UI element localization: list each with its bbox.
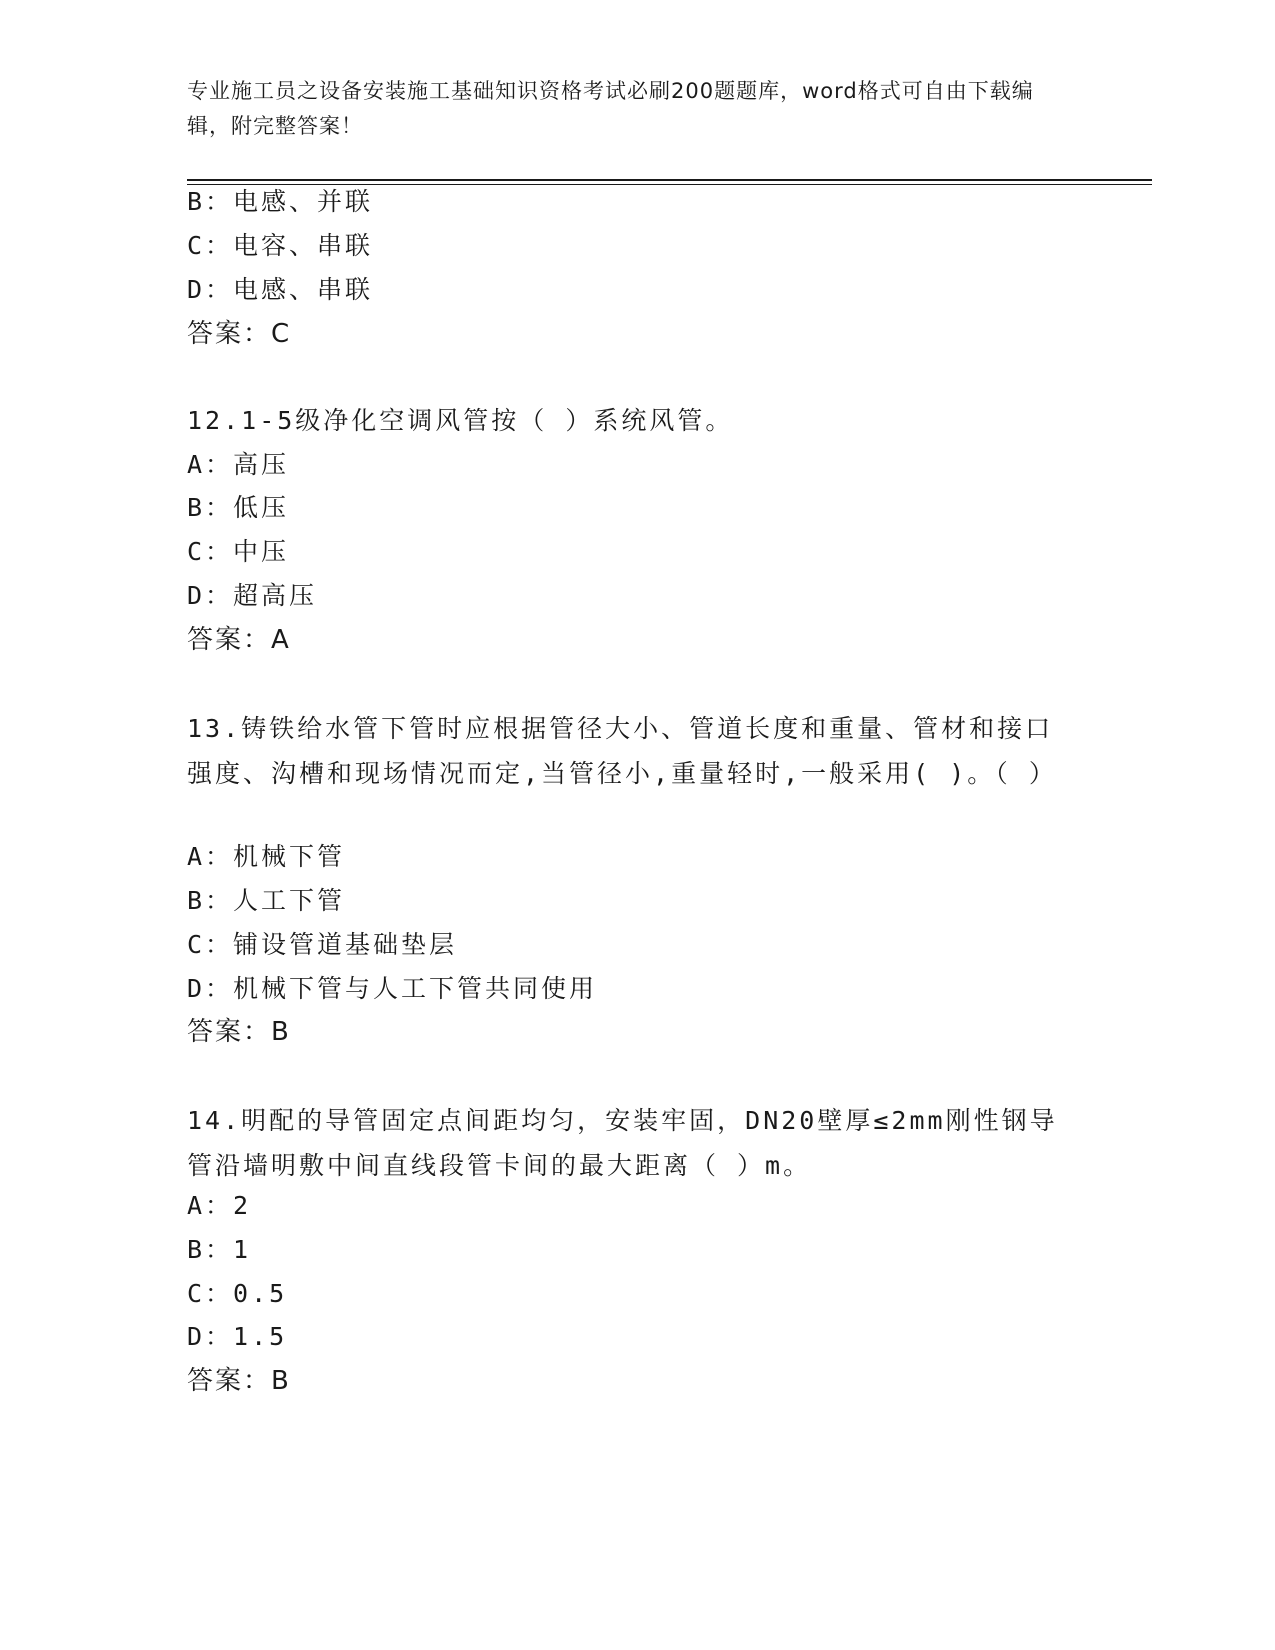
q11-answer: 答案：C [187,319,292,349]
q13-stem: 13.铸铁给水管下管时应根据管径大小、管道长度和重量、管材和接口强度、沟槽和现场情况而定,当管径小,重量轻时,一般采用( )。（ ） [187,714,1057,788]
q14-option-d: D：1.5 [187,1322,288,1351]
q14-option-c: C：0.5 [187,1279,288,1308]
q12-stem: 12.1-5级净化空调风管按（ ）系统风管。 [187,406,734,435]
header-divider-thin [187,184,1152,185]
q11-option-d: D：电感、串联 [187,275,374,304]
q11-option-b: B：电感、并联 [187,187,374,216]
q14-option-b: B：1 [187,1235,252,1264]
q14-stem: 14.明配的导管固定点间距均匀，安装牢固，DN20壁厚≤2mm刚性钢导管沿墙明敷中间直线段管卡间的最大距离（ ）m。 [187,1106,1058,1180]
q13-option-d: D：机械下管与人工下管共同使用 [187,974,598,1003]
q12-answer: 答案：A [187,625,291,655]
q12-option-b: B：低压 [187,493,290,522]
q14-option-a: A：2 [187,1191,252,1220]
q13-option-a: A：机械下管 [187,842,346,871]
q12-option-d: D：超高压 [187,581,318,610]
q13-answer: 答案：B [187,1017,291,1047]
q13-option-b: B：人工下管 [187,886,346,915]
document-header-title: 专业施工员之设备安装施工基础知识资格考试必刷200题题库，word格式可自由下载编辑，附完整答案！ [187,79,1034,138]
q12-option-c: C：中压 [187,537,290,566]
q11-option-c: C：电容、串联 [187,231,374,260]
header-divider-thick [187,179,1152,181]
q13-option-c: C：铺设管道基础垫层 [187,930,458,959]
q14-answer: 答案：B [187,1366,291,1396]
q12-option-a: A：高压 [187,450,290,479]
